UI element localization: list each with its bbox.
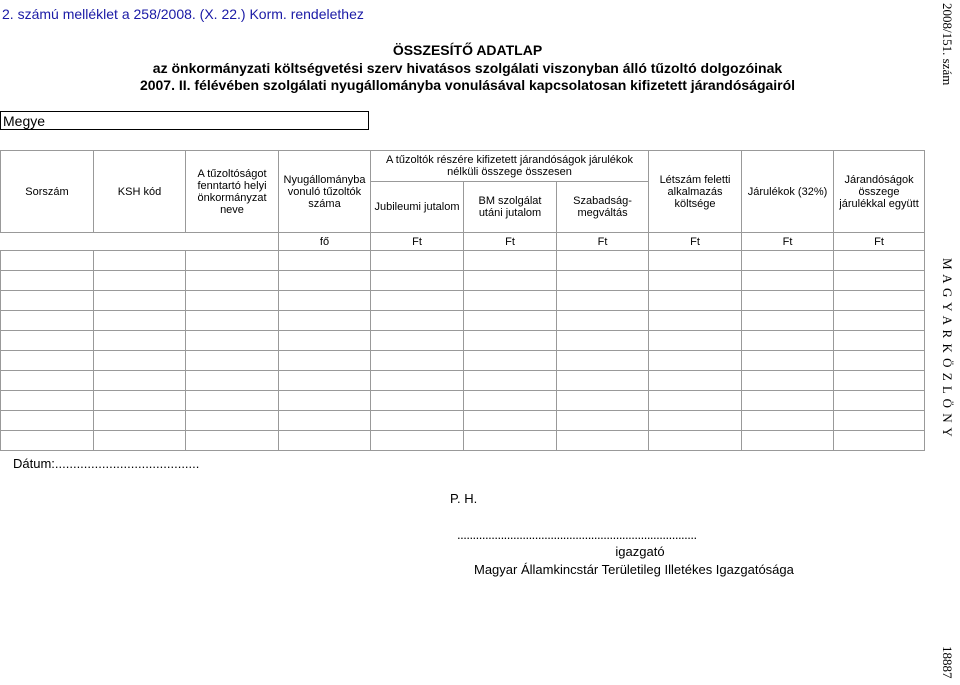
header-ksh: KSH kód [94, 151, 186, 233]
table-cell[interactable] [186, 251, 279, 271]
table-cell[interactable] [1, 371, 94, 391]
table-cell[interactable] [94, 251, 186, 271]
table-cell[interactable] [186, 331, 279, 351]
table-cell[interactable] [649, 391, 742, 411]
signature-line[interactable]: ............................................................................. [457, 527, 697, 542]
table-cell[interactable] [834, 371, 925, 391]
form-subtitle-line-2: 2007. II. félévében szolgálati nyugállományba vonulásával kapcsolatosan kifizetett járandóságairól [139, 77, 796, 93]
table-cell[interactable] [557, 291, 649, 311]
table-cell[interactable] [557, 391, 649, 411]
table-cell[interactable] [557, 351, 649, 371]
table-cell[interactable] [742, 391, 834, 411]
table-cell[interactable] [464, 411, 557, 431]
header-sorszam: Sorszám [1, 151, 94, 233]
table-cell[interactable] [834, 351, 925, 371]
header-szabadsag: Szabadság-megváltás [557, 182, 649, 233]
table-cell[interactable] [1, 311, 94, 331]
unit-ft: Ft [557, 233, 649, 251]
table-cell[interactable] [834, 391, 925, 411]
megye-label: Megye [3, 113, 46, 129]
issue-number: 2008/151. szám [940, 3, 955, 86]
table-cell[interactable] [1, 251, 94, 271]
table-cell[interactable] [94, 311, 186, 331]
table-cell[interactable] [1, 271, 94, 291]
header-letszam: Létszám feletti alkalmazás költsége [649, 151, 742, 233]
table-cell[interactable] [742, 331, 834, 351]
header-group-jarandosagok: A tűzoltók részére kifizetett járandóságok járulékok nélküli összege összesen [371, 151, 649, 182]
datum-field[interactable]: Dátum:........................................ [13, 456, 200, 471]
table-cell[interactable] [94, 271, 186, 291]
table-cell[interactable] [371, 431, 464, 451]
table-cell[interactable] [1, 351, 94, 371]
table-cell[interactable] [371, 291, 464, 311]
table-cell[interactable] [371, 351, 464, 371]
table-cell[interactable] [742, 291, 834, 311]
unit-ft: Ft [834, 233, 925, 251]
table-cell[interactable] [557, 371, 649, 391]
table-cell[interactable] [557, 251, 649, 271]
table-cell[interactable] [834, 311, 925, 331]
table-cell[interactable] [464, 431, 557, 451]
table-cell[interactable] [834, 331, 925, 351]
table-cell[interactable] [279, 311, 371, 331]
table-cell[interactable] [1, 411, 94, 431]
table-row [1, 351, 925, 371]
form-subtitle-line-1: az önkormányzati költségvetési szerv hivatásos szolgálati viszonyban álló tűzoltó dolgozóinak [152, 60, 783, 76]
table-cell[interactable] [186, 431, 279, 451]
table-cell[interactable] [279, 371, 371, 391]
table-cell[interactable] [186, 391, 279, 411]
table-cell[interactable] [94, 351, 186, 371]
table-cell[interactable] [1, 391, 94, 411]
table-cell[interactable] [279, 291, 371, 311]
table-cell[interactable] [464, 351, 557, 371]
header-jarandosagok-osszege: Járandóságok összege járulékkal együtt [834, 151, 925, 233]
table-cell[interactable] [649, 331, 742, 351]
table-cell[interactable] [557, 271, 649, 291]
table-cell[interactable] [186, 411, 279, 431]
table-cell[interactable] [186, 271, 279, 291]
unit-ft: Ft [742, 233, 834, 251]
signer-title: igazgató [615, 544, 665, 559]
units-row [1, 233, 925, 251]
table-cell[interactable] [742, 251, 834, 271]
table-cell[interactable] [1, 431, 94, 451]
table-cell[interactable] [371, 391, 464, 411]
page-number: 18887 [940, 646, 955, 679]
table-cell[interactable] [649, 351, 742, 371]
table-cell[interactable] [557, 431, 649, 451]
table-row [1, 271, 925, 291]
table-cell[interactable] [834, 271, 925, 291]
table-cell[interactable] [649, 371, 742, 391]
table-cell[interactable] [186, 291, 279, 311]
megye-field[interactable] [0, 111, 369, 130]
table-cell[interactable] [1, 331, 94, 351]
table-cell[interactable] [279, 351, 371, 371]
table-cell[interactable] [279, 391, 371, 411]
table-row [1, 251, 925, 271]
table-cell[interactable] [94, 431, 186, 451]
table-cell[interactable] [742, 371, 834, 391]
table-cell[interactable] [94, 291, 186, 311]
table-cell[interactable] [742, 271, 834, 291]
table-cell[interactable] [279, 251, 371, 271]
table-cell[interactable] [464, 291, 557, 311]
table-cell[interactable] [1, 291, 94, 311]
header-row-1 [1, 151, 925, 182]
header-jubileumi: Jubileumi jutalom [371, 182, 464, 233]
table-cell[interactable] [371, 411, 464, 431]
table-cell[interactable] [279, 411, 371, 431]
table-cell[interactable] [834, 411, 925, 431]
table-row [1, 311, 925, 331]
table-cell[interactable] [279, 331, 371, 351]
form-subtitle [0, 60, 935, 94]
journal-name: M A G Y A R K Ö Z L Ö N Y [940, 258, 955, 438]
unit-ft: Ft [371, 233, 464, 251]
table-cell[interactable] [649, 311, 742, 331]
signer-organization: Magyar Államkincstár Területileg Illetékes Igazgatósága [474, 562, 794, 577]
unit-ft: Ft [649, 233, 742, 251]
table-cell[interactable] [464, 391, 557, 411]
table-cell[interactable] [94, 331, 186, 351]
table-row [1, 411, 925, 431]
table-cell[interactable] [834, 431, 925, 451]
stamp-placeholder: P. H. [450, 491, 478, 506]
table-cell[interactable] [94, 391, 186, 411]
table-cell[interactable] [464, 371, 557, 391]
table-cell[interactable] [649, 411, 742, 431]
table-cell[interactable] [834, 251, 925, 271]
table-cell[interactable] [742, 351, 834, 371]
table-cell[interactable] [464, 251, 557, 271]
unit-ft: Ft [464, 233, 557, 251]
attachment-reference: 2. számú melléklet a 258/2008. (X. 22.) Korm. rendelethez [2, 6, 364, 22]
table-cell[interactable] [649, 431, 742, 451]
table-cell[interactable] [557, 411, 649, 431]
table-cell[interactable] [94, 371, 186, 391]
unit-fo: fő [279, 233, 371, 251]
table-cell[interactable] [742, 411, 834, 431]
table-cell[interactable] [834, 291, 925, 311]
header-fenntarto: A tűzoltóságot fenntartó helyi önkormányzat neve [186, 151, 279, 233]
table-cell[interactable] [186, 351, 279, 371]
table-cell[interactable] [371, 371, 464, 391]
table-row [1, 331, 925, 351]
table-cell[interactable] [742, 431, 834, 451]
table-cell[interactable] [464, 271, 557, 291]
table-cell[interactable] [371, 251, 464, 271]
table-cell[interactable] [649, 251, 742, 271]
summary-table [0, 150, 925, 451]
table-cell[interactable] [557, 311, 649, 331]
table-cell[interactable] [371, 331, 464, 351]
header-nyugallomany: Nyugállományba vonuló tűzoltók száma [279, 151, 371, 233]
table-cell[interactable] [279, 271, 371, 291]
table-cell[interactable] [649, 291, 742, 311]
table-cell[interactable] [371, 311, 464, 331]
table-cell[interactable] [279, 431, 371, 451]
table-cell[interactable] [464, 331, 557, 351]
table-row [1, 371, 925, 391]
table-cell[interactable] [186, 311, 279, 331]
table-cell[interactable] [649, 271, 742, 291]
form-title: ÖSSZESÍTŐ ADATLAP [392, 42, 543, 58]
table-row [1, 391, 925, 411]
header-bm: BM szolgálat utáni jutalom [464, 182, 557, 233]
table-cell[interactable] [371, 271, 464, 291]
table-cell[interactable] [186, 371, 279, 391]
table-cell[interactable] [464, 311, 557, 331]
table-cell[interactable] [94, 411, 186, 431]
table-row [1, 291, 925, 311]
header-jarulekok: Járulékok (32%) [742, 151, 834, 233]
table-cell[interactable] [742, 311, 834, 331]
table-cell[interactable] [557, 331, 649, 351]
data-rows [1, 251, 925, 451]
table-row [1, 431, 925, 451]
